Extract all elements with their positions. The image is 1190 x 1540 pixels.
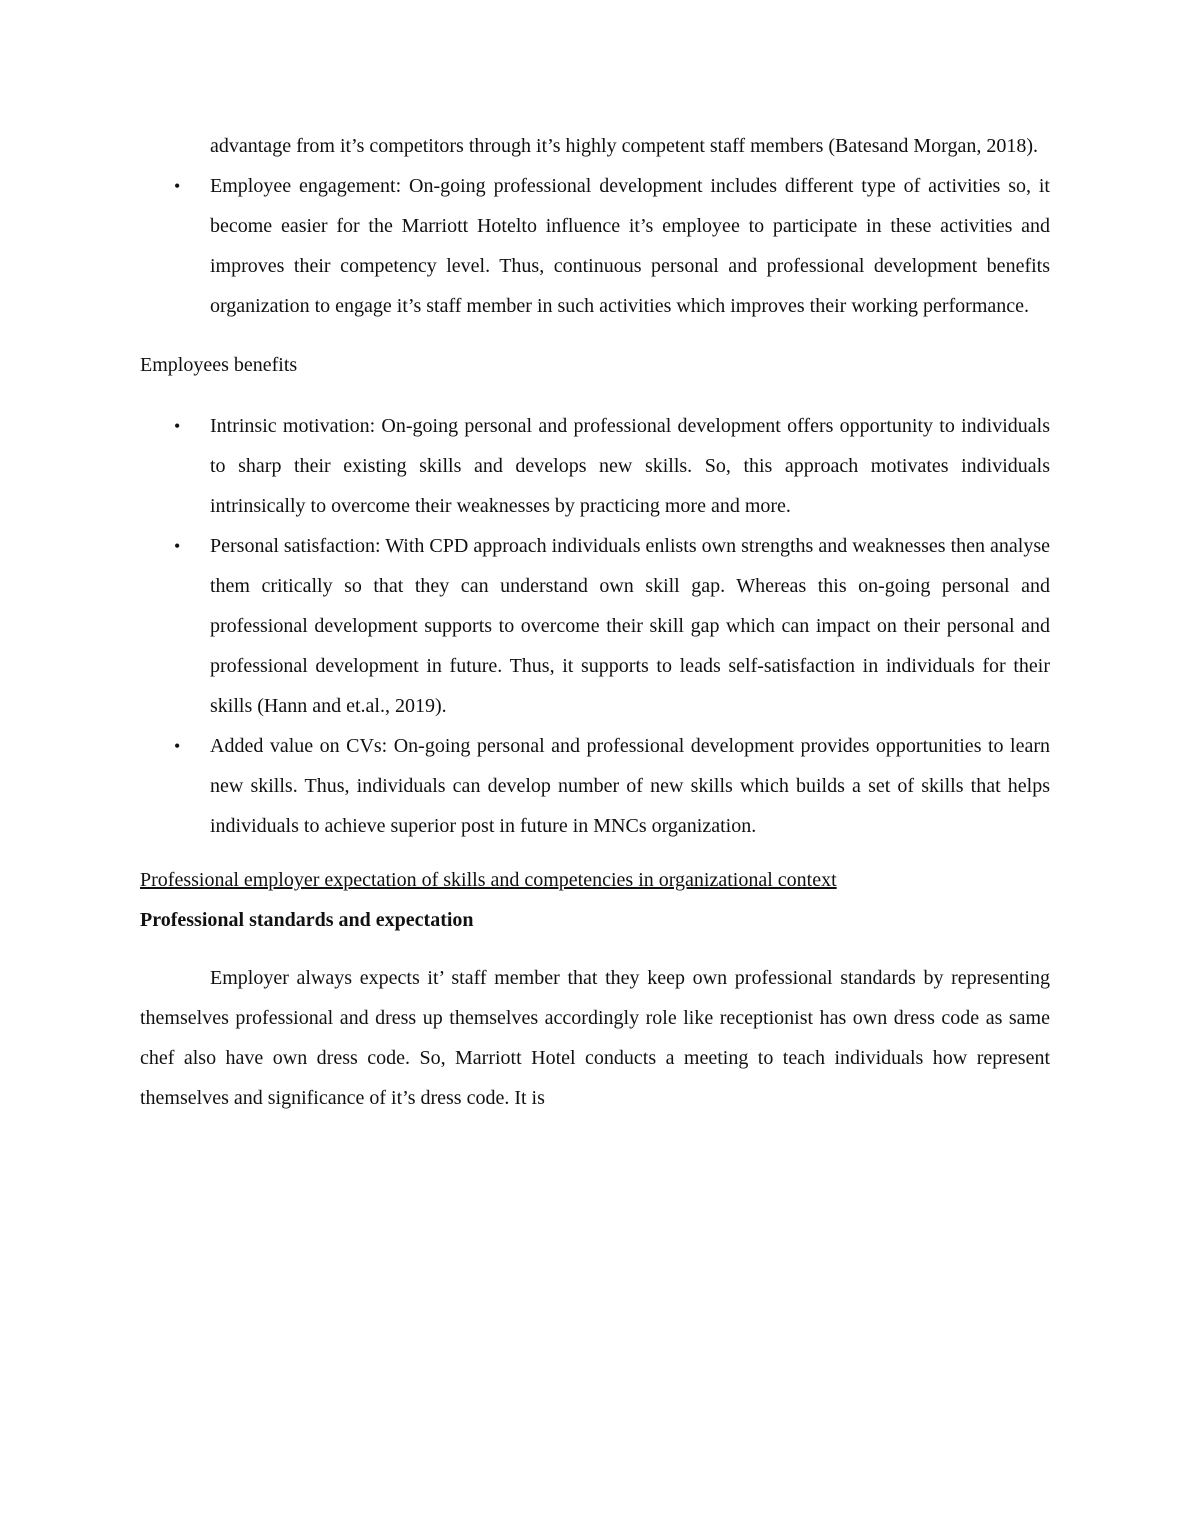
heading-professional-employer-expectation: Professional employer expectation of skills and competencies in organizational context xyxy=(140,869,837,891)
bullet-text-employee-engagement: Employee engagement: On-going professional development includes different type of activities so, it become easier for the Marriott Hotelto influence it’s employee to participate in these activities and improves their competency level. Thus, continuous personal and professional development benefits organization to engage it’s staff member in such activities which improves their working performance. xyxy=(210,175,1050,317)
bullet-list-top xyxy=(140,166,1050,326)
bullet-list-benefits xyxy=(140,406,1050,846)
list-item-employee-engagement xyxy=(140,166,1050,326)
list-item-personal-satisfaction xyxy=(140,526,1050,726)
bullet-icon: • xyxy=(174,736,181,756)
bullet-text-personal-satisfaction: Personal satisfaction: With CPD approach individuals enlists own strengths and weaknesses then analyse them critically so that they can understand own skill gap. Whereas this on-going personal and professional development supports to overcome their skill gap which can impact on their personal and professional development in future. Thus, it supports to leads self-satisfaction in individuals for their skills (Hann and et.al., 2019). xyxy=(210,535,1050,717)
paragraph-employer-expectations: Employer always expects it’ staff member that they keep own professional standards by representing themselves professional and dress up themselves accordingly role like receptionist has own dress code as same chef also have own dress code. So, Marriott Hotel conducts a meeting to teach individuals how represent themselves and significance of it’s dress code. It is xyxy=(140,967,1050,1109)
heading-professional-standards: Professional standards and expectation xyxy=(140,909,474,931)
heading-employees-benefits: Employees benefits xyxy=(140,354,298,376)
bullet-icon: • xyxy=(174,416,181,436)
document-content xyxy=(140,126,1050,1118)
bullet-text-intrinsic-motivation: Intrinsic motivation: On-going personal and professional development offers opportunity to individuals to sharp their existing skills and develops new skills. So, this approach motivates individuals intrinsically to overcome their weaknesses by practicing more and more. xyxy=(210,415,1050,517)
list-item-intrinsic-motivation xyxy=(140,406,1050,526)
list-item-added-value-cvs xyxy=(140,726,1050,846)
bullet-text-added-value-cvs: Added value on CVs: On-going personal and professional development provides opportunities to learn new skills. Thus, individuals can develop number of new skills which builds a set of skills that helps individuals to achieve superior post in future in MNCs organization. xyxy=(210,735,1050,837)
bullet-icon: • xyxy=(174,176,181,196)
paragraph-continuation: advantage from it’s competitors through it’s highly competent staff members (Batesand Morgan, 2018). xyxy=(210,135,1038,157)
bullet-icon: • xyxy=(174,536,181,556)
